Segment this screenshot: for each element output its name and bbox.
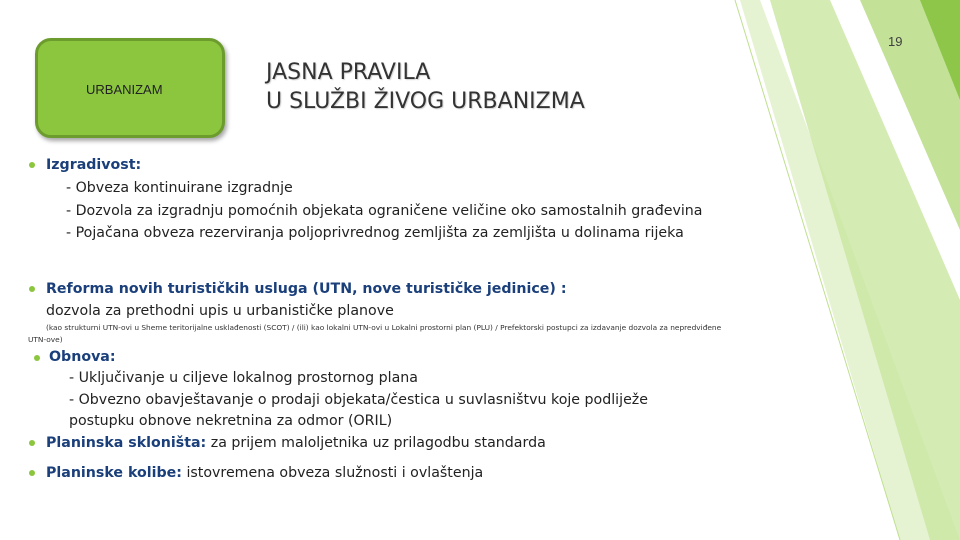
- slide-title-line1: JASNA PRAVILA: [266, 60, 431, 85]
- obnova-item: - Obvezno obavještavanje o prodaji objekata/čestica u suvlasništvu koje podliježe: [69, 392, 648, 408]
- slide-title: [266, 58, 585, 116]
- bullet-dot: [29, 162, 35, 168]
- izgradivost-item: - Dozvola za izgradnju pomoćnih objekata ograničene veličine oko samostalnih građevina: [66, 203, 703, 219]
- bullet-dot: [34, 355, 40, 361]
- reforma-text: dozvola za prethodni upis u urbanističke planove: [46, 303, 394, 319]
- kolibe-line: [46, 463, 483, 484]
- reforma-heading: Reforma novih turističkih usluga (UTN, nove turističke jedinice) :: [46, 281, 567, 297]
- kolibe-text: istovremena obveza služnosti i ovlaštenja: [181, 465, 484, 481]
- reforma-note: (kao strukturni UTN-ovi u Sheme teritorijalne usklađenosti (SCOT) / (ili) kao lokalni UTN-ovi u Lokalni prostorni plan (PLU) / Prefektorski postupci za izdavanje dozvola za nepredviđene: [46, 323, 722, 332]
- izgradivost-heading: Izgradivost:: [46, 157, 142, 173]
- obnova-item: - Uključivanje u ciljeve lokalnog prostornog plana: [69, 370, 418, 386]
- sklonista-heading: Planinska skloništa:: [46, 435, 207, 451]
- izgradivost-item: - Pojačana obveza rezerviranja poljoprivrednog zemljišta za zemljišta u dolinama rijeka: [66, 225, 684, 241]
- kolibe-heading: Planinske kolibe:: [46, 465, 182, 481]
- reforma-note-cont: UTN-ove): [28, 335, 63, 344]
- bullet-dot: [29, 440, 35, 446]
- bullet-dot: [29, 470, 35, 476]
- sklonista-text: za prijem maloljetnika uz prilagodbu standarda: [206, 435, 546, 451]
- bullet-dot: [29, 286, 35, 292]
- section-badge-label: URBANIZAM: [86, 82, 163, 97]
- sklonista-line: [46, 433, 546, 454]
- slide-title-line2: U SLUŽBI ŽIVOG URBANIZMA: [266, 89, 585, 114]
- obnova-heading: Obnova:: [49, 349, 116, 365]
- slide-number: 19: [888, 34, 903, 49]
- obnova-item: postupku obnove nekretnina za odmor (ORIL): [69, 413, 393, 429]
- izgradivost-item: - Obveza kontinuirane izgradnje: [66, 180, 293, 196]
